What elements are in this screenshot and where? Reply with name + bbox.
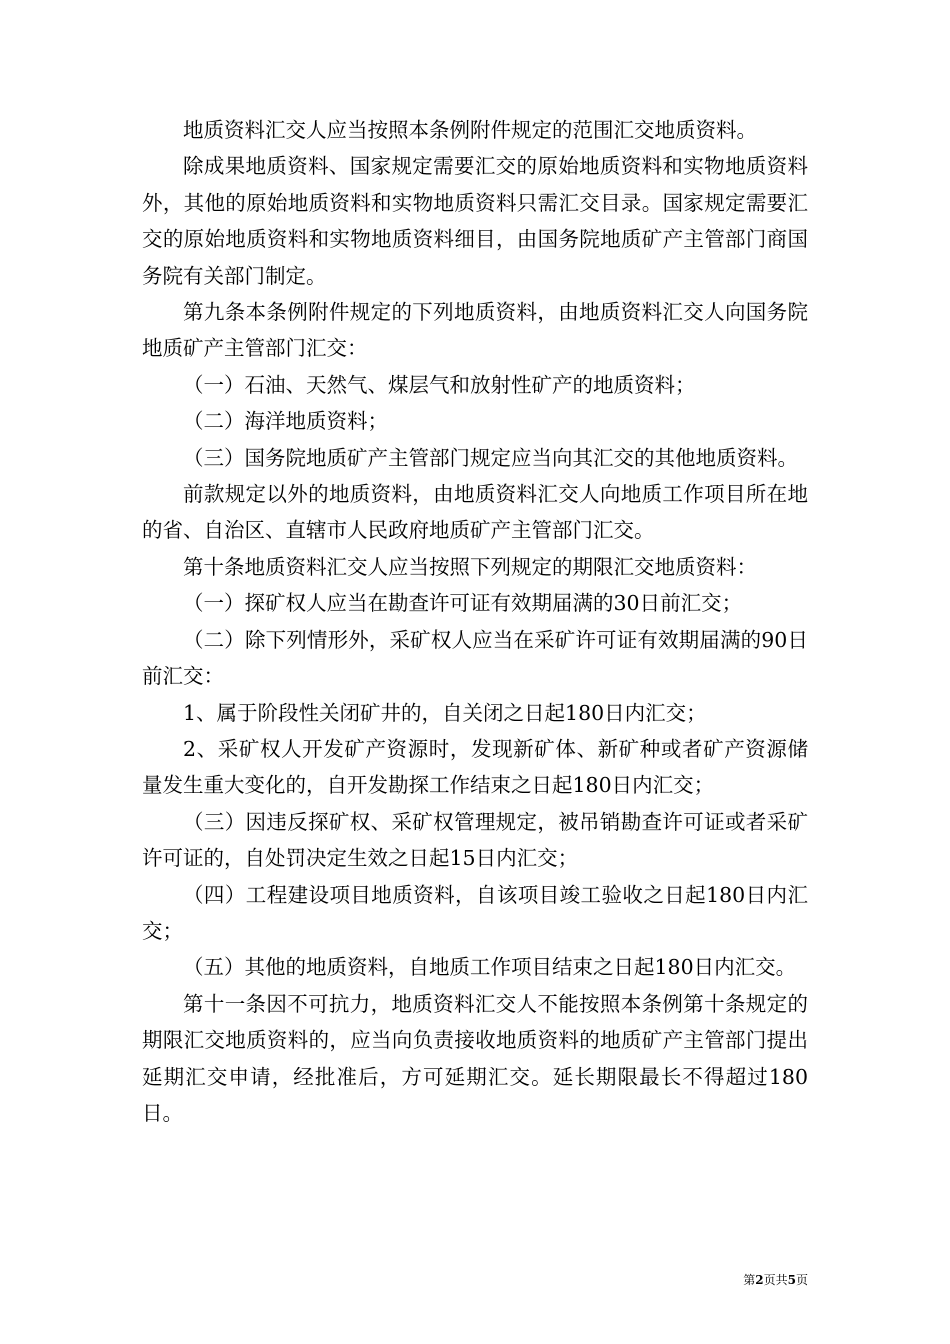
paragraph-article-10-item-2: （二）除下列情形外，采矿权人应当在采矿许可证有效期届满的90日前汇交： [142, 627, 808, 689]
footer-middle: 页共 [763, 1273, 788, 1287]
paragraph-article-10-sub-1: 1、属于阶段性关闭矿井的，自关闭之日起180日内汇交； [183, 700, 707, 725]
paragraph-article-9-item-2: （二）海洋地质资料； [183, 409, 388, 434]
footer-current-page: 2 [755, 1273, 764, 1287]
paragraph-scope: 地质资料汇交人应当按照本条例附件规定的范围汇交地质资料。 [183, 118, 757, 142]
paragraph-article-9: 第九条本条例附件规定的下列地质资料，由地质资料汇交人向国务院地质矿产主管部门汇交： [142, 300, 808, 361]
footer-suffix: 页 [795, 1273, 808, 1287]
paragraph-other-materials: 前款规定以外的地质资料，由地质资料汇交人向地质工作项目所在地的省、自治区、直辖市人民政府地质矿产主管部门汇交。 [142, 482, 808, 543]
paragraph-catalog-only: 除成果地质资料、国家规定需要汇交的原始地质资料和实物地质资料外，其他的原始地质资料和实物地质资料只需汇交目录。国家规定需要汇交的原始地质资料和实物地质资料细目，由国务院地质矿产主管部门商国务院有关部门制定。 [142, 154, 808, 288]
paragraph-article-10-item-3: （三）因违反探矿权、采矿权管理规定，被吊销勘查许可证或者采矿许可证的，自处罚决定生效之日起15日内汇交； [142, 809, 808, 871]
footer-prefix: 第 [743, 1273, 756, 1287]
paragraph-article-9-item-3: （三）国务院地质矿产主管部门规定应当向其汇交的其他地质资料。 [183, 445, 798, 470]
paragraph-article-10-sub-2: 2、采矿权人开发矿产资源时，发现新矿体、新矿种或者矿产资源储量发生重大变化的，自开发勘探工作结束之日起180日内汇交； [142, 736, 808, 798]
paragraph-article-10: 第十条地质资料汇交人应当按照下列规定的期限汇交地质资料： [183, 554, 757, 579]
page-footer [743, 1272, 808, 1288]
document-body [142, 112, 808, 1131]
footer-total-pages: 5 [787, 1273, 796, 1287]
paragraph-article-10-item-1: （一）探矿权人应当在勘查许可证有效期届满的30日前汇交； [183, 591, 743, 616]
paragraph-article-11: 第十一条因不可抗力，地质资料汇交人不能按照本条例第十条规定的期限汇交地质资料的，应当向负责接收地质资料的地质矿产主管部门提出延期汇交申请，经批准后，方可延期汇交。延长期限最长不得超过180日。 [142, 991, 808, 1125]
paragraph-article-9-item-1: （一）石油、天然气、煤层气和放射性矿产的地质资料； [183, 372, 696, 397]
paragraph-article-10-item-5: （五）其他的地质资料，自地质工作项目结束之日起180日内汇交。 [183, 955, 797, 980]
paragraph-article-10-item-4: （四）工程建设项目地质资料，自该项目竣工验收之日起180日内汇交； [142, 882, 808, 943]
